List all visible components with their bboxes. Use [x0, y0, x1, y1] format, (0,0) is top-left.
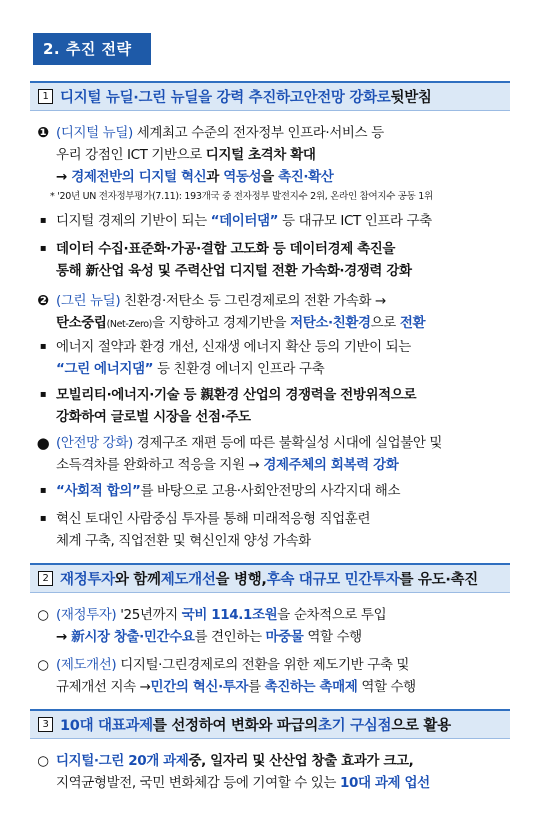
fiscal-investment-item: ○ (재정투자) '25년까지 국비 114.1조원을 순차적으로 투입 → 新시장 창출·민간수요를 견인하는 마중물 역할 수행 [34, 604, 508, 648]
footnote: * '20년 UN 전자정부평가(7.11): 193개국 중 전자정부 발전지수 2위, 온라인 참여지수 공동 1위 [50, 191, 433, 202]
filled-circle-icon: ● [36, 434, 50, 452]
bullet-square-icon: ▪ [39, 243, 47, 254]
bullet-square-icon: ▪ [39, 341, 47, 352]
digital-newdeal-item: ❶ (디지털 뉴딜) 세계최고 수준의 전자정부 인프라·서비스 등 우리 강점인 ICT 기반으로 디지털 초격차 확대 → 경제전반의 디지털 혁신과 역동성을 촉진·확산 [34, 122, 508, 188]
list-item: ▪ 혁신 토대인 사람중심 투자를 통해 미래적응형 직업훈련 체계 구축, 직업전환 및 혁신인재 양성 가속화 [34, 508, 508, 552]
list-item: ▪ 에너지 절약과 환경 개선, 신재생 에너지 확산 등의 기반이 되는 “그린 에너지댐” 등 친환경 에너지 인프라 구축 [34, 336, 508, 380]
hollow-circle-icon: ○ [37, 753, 49, 769]
strategy-number: 3 [38, 717, 53, 732]
list-item: ▪ 모빌리티·에너지·기술 등 親환경 산업의 경쟁력을 전방위적으로 강화하여 글로벌 시장을 선점·주도 [34, 384, 508, 428]
bullet-square-icon: ▪ [39, 215, 47, 226]
regulation-item: ○ (제도개선) 디지털·그린경제로의 전환을 위한 제도기반 구축 및 규제개선 지속 →민간의 혁신·투자를 촉진하는 촉매제 역할 수행 [34, 654, 508, 698]
strategy-2-heading: 2 재정투자 와 함께 제도개선 을 병행, 후속 대규모 민간투자 를 유도·촉진 [30, 563, 510, 593]
strategy-1-heading: 1 디지털 뉴딜·그린 뉴딜을 강력 추진하고 안전망 강화로 뒷받침 [30, 81, 510, 111]
bullet-square-icon: ▪ [39, 513, 47, 524]
bullet-square-icon: ▪ [39, 485, 47, 496]
bullet-square-icon: ▪ [39, 389, 47, 400]
strategy-number: 2 [38, 571, 53, 586]
number-2-icon: ❷ [37, 293, 49, 309]
hollow-circle-icon: ○ [37, 607, 49, 623]
list-item: ▪ 데이터 수집·표준화·가공·결합 고도화 등 데이터경제 촉진을 통해 新산업 육성 및 주력산업 디지털 전환 가속화·경쟁력 강화 [34, 238, 508, 282]
hollow-circle-icon: ○ [37, 657, 49, 673]
top10-task-item: ○ 디지털·그린 20개 과제중, 일자리 및 산산업 창출 효과가 크고, 지역균형발전, 국민 변화체감 등에 기여할 수 있는 10대 과제 업선 [34, 750, 508, 794]
strategy-3-heading: 3 10대 대표과제 를 선정하여 변화와 파급의 초기 구심점 으로 활용 [30, 709, 510, 739]
section-title: 2. 추진 전략 [33, 33, 151, 65]
list-item: ▪ “사회적 합의”를 바탕으로 고용·사회안전망의 사각지대 해소 [34, 480, 508, 502]
number-1-icon: ❶ [37, 125, 49, 141]
list-item: ▪ 디지털 경제의 기반이 되는 “데이터댐” 등 대규모 ICT 인프라 구축 [34, 210, 508, 232]
green-newdeal-item: ❷ (그린 뉴딜) 친환경·저탄소 등 그린경제로의 전환 가속화 → 탄소중립(Net-Zero)을 지향하고 경제기반을 저탄소·친환경으로 전환 [34, 290, 508, 336]
strategy-number: 1 [38, 89, 53, 104]
safety-net-item: ● (안전망 강화) 경제구조 재편 등에 따른 불확실성 시대에 실업불안 및 소득격차를 완화하고 적응을 지원 → 경제주체의 회복력 강화 [34, 432, 508, 476]
